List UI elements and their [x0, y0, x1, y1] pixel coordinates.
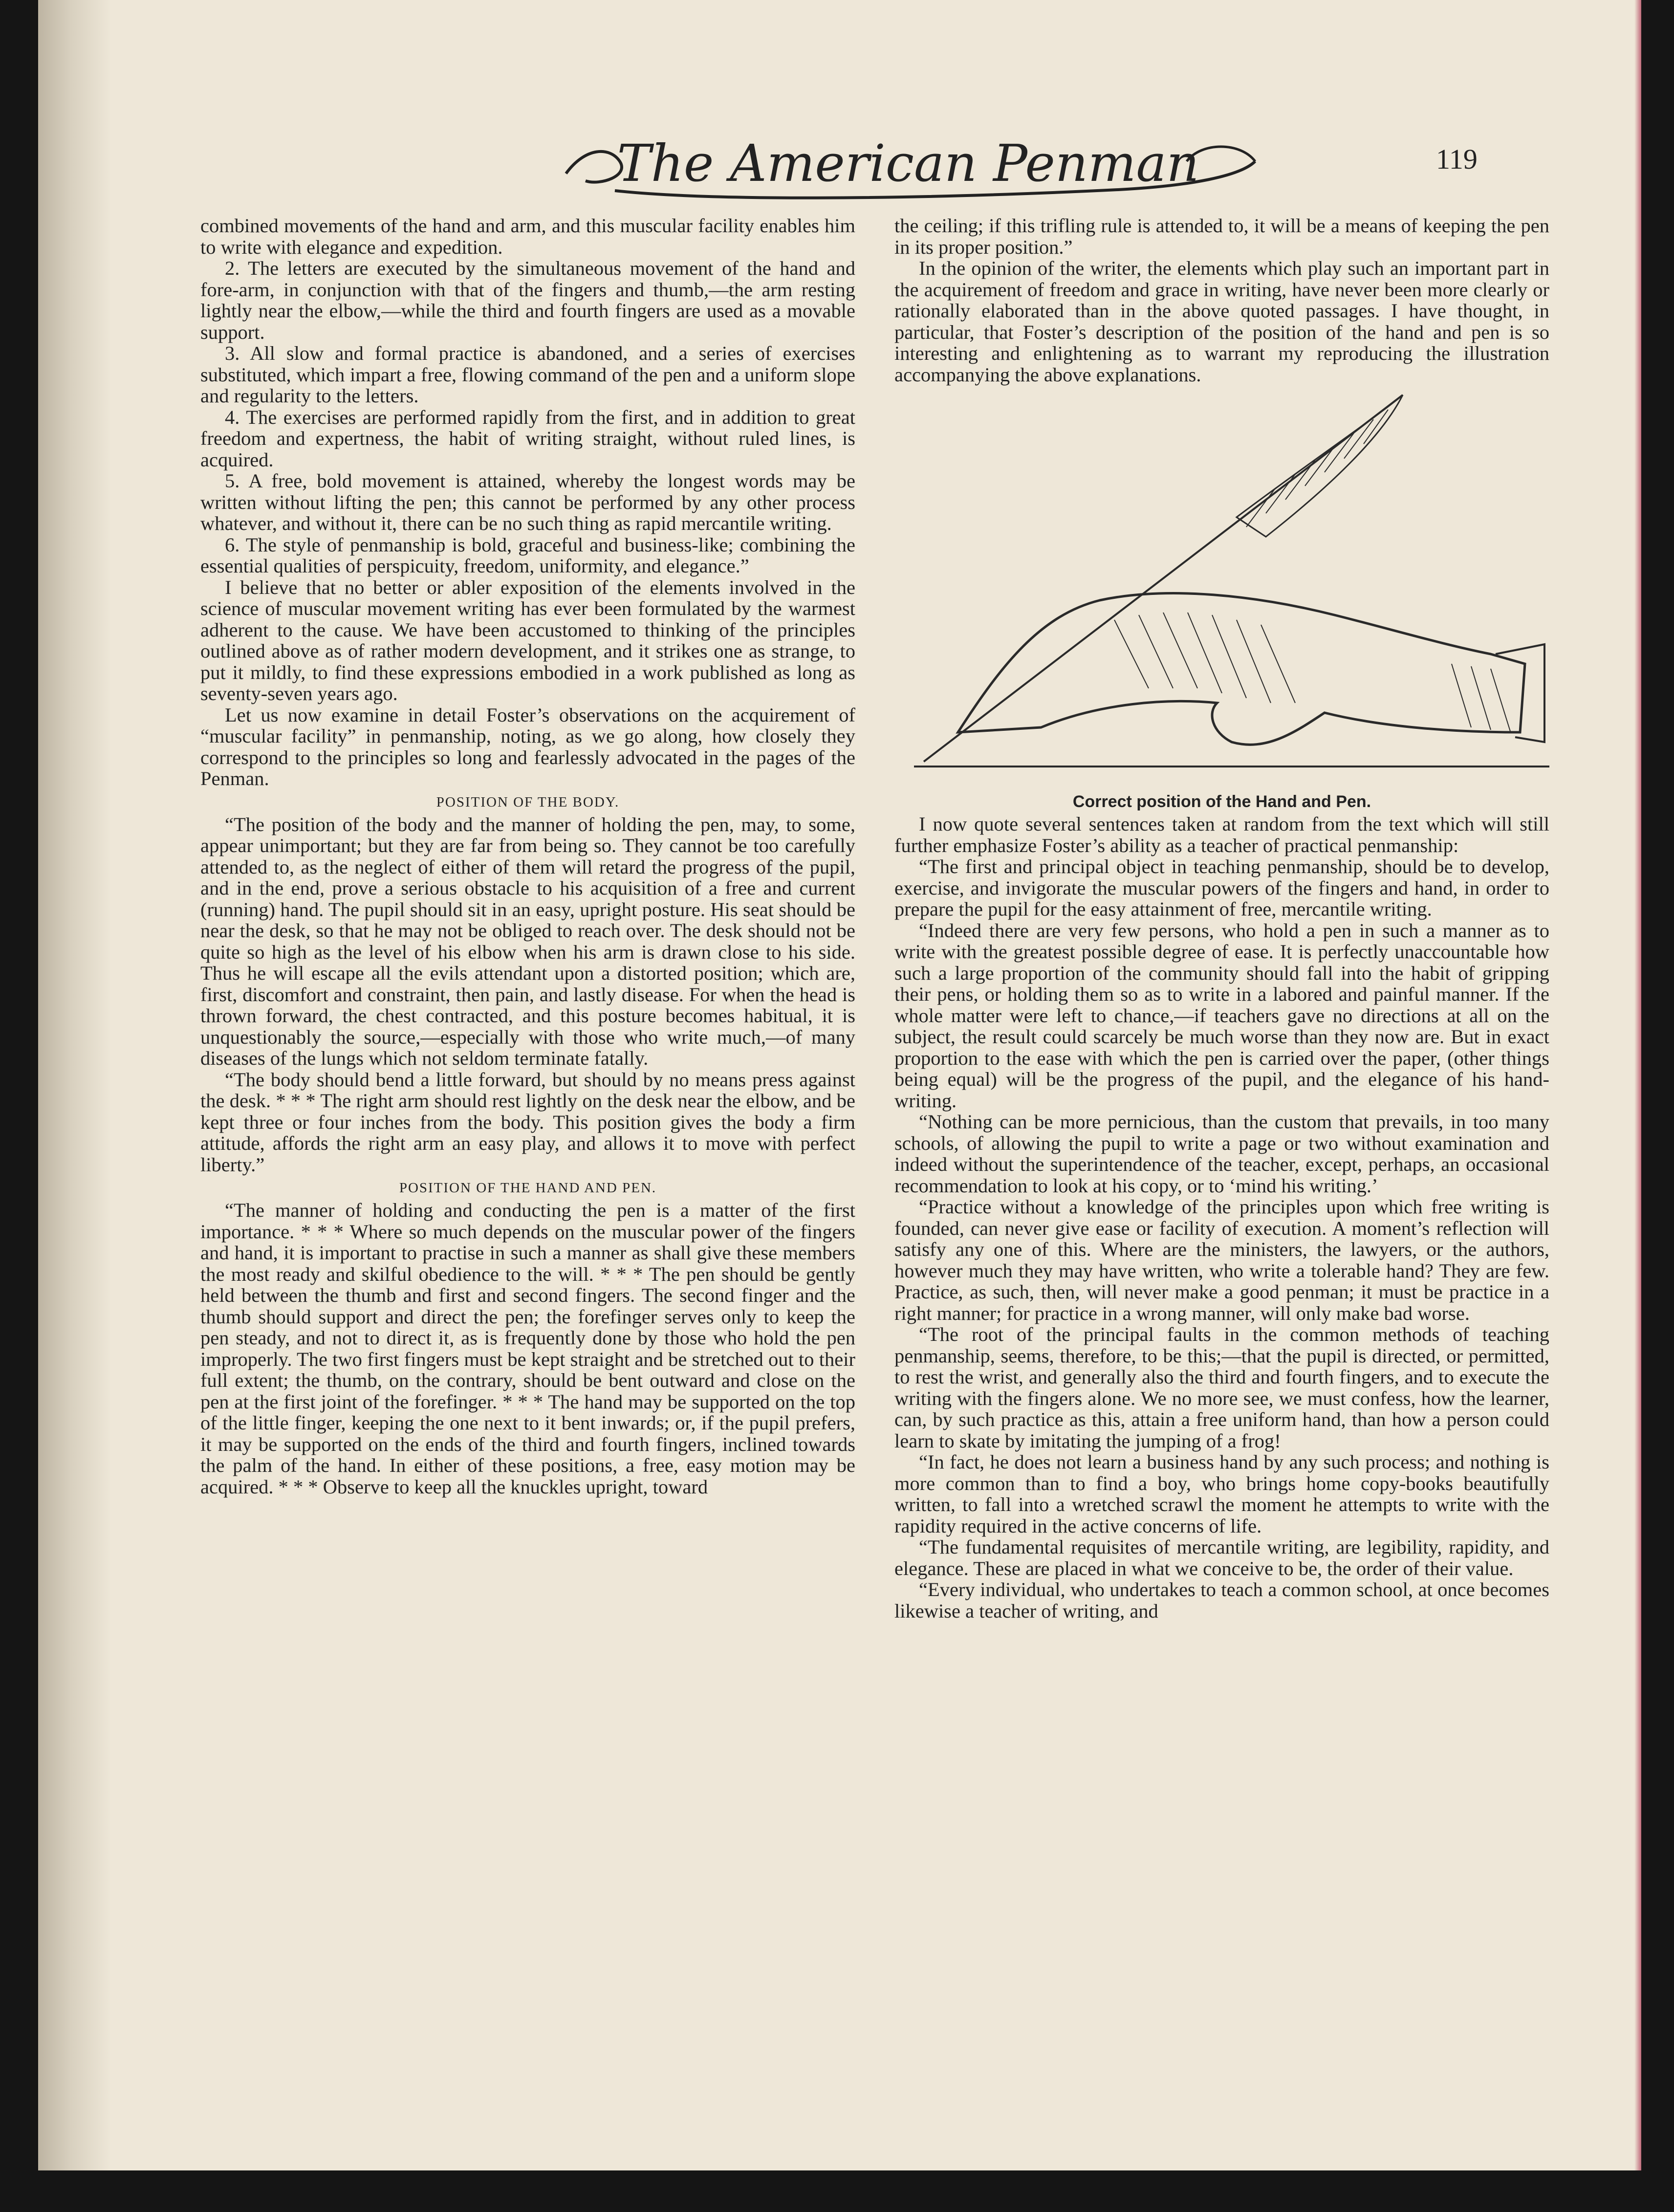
- figure-caption: Correct position of the Hand and Pen.: [1072, 792, 1371, 811]
- paragraph: the ceiling; if this trifling rule is attended to, it will be a means of keeping the pen in its proper position.”: [894, 215, 1549, 258]
- section-heading: POSITION OF THE HAND AND PEN.: [399, 1180, 657, 1196]
- section-heading: POSITION OF THE BODY.: [436, 794, 620, 810]
- paragraph: “The body should bend a little forward, but should by no means press against the desk. * * * The right arm should rest lightly on the desk near the elbow, and be kept three or four inches from the body. This position gives the body a firm attitude, affords the right arm an easy play, and allows it to move with perfect liberty.”: [200, 1068, 855, 1176]
- paragraph: “Nothing can be more pernicious, than the custom that prevails, in too many schools, of allowing the pupil to write a page or two without examination and indeed without the superintendence of the teacher, except, perhaps, an occasional recommendation to look at his copy, or to ‘mind his writing.’: [894, 1111, 1549, 1197]
- hand-pen-drawing: [894, 390, 1549, 781]
- masthead-logo: [556, 127, 1265, 210]
- paragraph: “The manner of holding and conducting the pen is a matter of the first importance. * * * Where so much depends on the muscular power of the fingers and hand, it is important to practise in such a manner as shall give these members the most ready and skilful obedience to the will. * * * The pen should be gently held between the thumb and first and second fingers. The second finger and the thumb should support and direct the pen; the forefinger serves only to keep the pen steady, and not to direct it, as is frequently done by those who hold the pen improperly. The two first fingers must be kept straight and be stretched out to their full extent; the thumb, on the contrary, should be bent outward and close on the pen at the first joint of the forefinger. * * * The hand may be supported on the top of the little finger, keeping the one next to it bent inwards; or, if the pupil prefers, it may be supported on the ends of the third and fourth fingers, inclined towards the palm of the hand. In either of these positions, a free, easy motion may be acquired. * * * Observe to keep all the knuckles upright, toward: [200, 1199, 855, 1498]
- paragraph: 2. The letters are executed by the simultaneous movement of the hand and fore-arm, in conjunction with that of the fingers and thumb,—the arm resting lightly near the elbow,—while the third and fourth fingers are used as a movable support.: [200, 257, 855, 343]
- page-number: 119: [1436, 143, 1478, 175]
- magazine-page: [38, 0, 1641, 2170]
- right-column: [894, 215, 1549, 1621]
- paragraph: “The fundamental requisites of mercantile writing, are legibility, rapidity, and elegance. These are placed in what we conceive to be, the order of their value.: [894, 1536, 1549, 1579]
- paragraph: 5. A free, bold movement is attained, whereby the longest words may be written without lifting the pen; this cannot be performed by any other process whatever, and without it, there can be no such thing as rapid mercantile writing.: [200, 470, 855, 534]
- left-column: [200, 215, 855, 1497]
- paragraph: Let us now examine in detail Foster’s observations on the acquirement of “muscular facility” in penmanship, noting, as we go along, how closely they correspond to the principles so long and fearlessly advocated in the pages of the Penman.: [200, 703, 855, 789]
- paragraph: “Indeed there are very few persons, who hold a pen in such a manner as to write with the greatest possible degree of ease. It is perfectly unaccountable how such a large proportion of the community should fall into the habit of gripping their pens, or holding them so as to write in a labored and painful manner. If the whole matter were left to chance,—if teachers gave no directions at all on the subject, the result could scarcely be much worse than they now are. But in exact proportion to the ease with which the pen is carried over the paper, (other things being equal) will be the progress of the pupil, and the elegance of his hand-writing.: [894, 919, 1549, 1112]
- hand-and-pen-illustration: [894, 390, 1549, 781]
- paragraph: “The root of the principal faults in the common methods of teaching penmanship, seems, therefore, to be this;—that the pupil is directed, or permitted, to rest the wrist, and generally also the third and fourth fingers, and to execute the writing with the fingers alone. We no more see, we must confess, how the learner, can, by such practice as this, attain a free uniform hand, than how a person could learn to skate by imitating the jumping of a frog!: [894, 1323, 1549, 1452]
- paragraph: “In fact, he does not learn a business hand by any such process; and nothing is more common than to find a boy, who brings home copy-books beautifully written, to fall into a wretched scrawl the moment he attempts to write with the rapidity required in the active concerns of life.: [894, 1451, 1549, 1537]
- paragraph: “Practice without a knowledge of the principles upon which free writing is founded, can never give ease or facility of execution. A moment’s reflection will satisfy any one of this. Where are the ministers, the lawyers, or the authors, however much they may have written, who write a tolerable hand? They are few. Practice, as such, then, will never make a good penman; it must be practice in a right manner; for practice in a wrong manner, will only make bad worse.: [894, 1196, 1549, 1324]
- paragraph: I now quote several sentences taken at random from the text which will still further emphasize Foster’s ability as a teacher of practical penmanship:: [894, 813, 1549, 856]
- paragraph: 6. The style of penmanship is bold, graceful and business-like; combining the essential qualities of perspicuity, freedom, uniformity, and elegance.”: [200, 533, 855, 577]
- paragraph: I believe that no better or abler exposition of the elements involved in the science of muscular movement writing has ever been formulated by the warmest adherent to the cause. We have been accustomed to thinking of the principles outlined above as of rather modern development, and it strikes one as strange, to put it mildly, to find these expressions embodied in a work published as long as seventy-seven years ago.: [200, 576, 855, 704]
- page-gutter-shadow: [38, 0, 111, 2170]
- paragraph: “Every individual, who undertakes to teach a common school, at once becomes likewise a teacher of writing, and: [894, 1578, 1549, 1622]
- paragraph: In the opinion of the writer, the elements which play such an important part in the acquirement of freedom and grace in writing, have never been more clearly or rationally elaborated than in the above quoted passages. I have thought, in particular, that Foster’s description of the position of the hand and pen is so interesting and enlightening as to warrant my reproducing the illustration accompanying the above explanations.: [894, 257, 1549, 386]
- page-edge: [1634, 0, 1641, 2170]
- paragraph: 4. The exercises are performed rapidly from the first, and in addition to great freedom and expertness, the habit of writing straight, without ruled lines, is acquired.: [200, 406, 855, 471]
- paragraph: combined movements of the hand and arm, and this muscular facility enables him to write with elegance and expedition.: [200, 215, 855, 258]
- paragraph: “The position of the body and the manner of holding the pen, may, to some, appear unimportant; but they are far from being so. They cannot be too carefully attended to, as the neglect of either of them will retard the progress of the pupil, and in the end, prove a serious obstacle to his acquisition of a free and current (running) hand. The pupil should sit in an easy, upright posture. His seat should be near the desk, so that he may not be obliged to reach over. The desk should not be quite so high as the level of his elbow when his arm is drawn close to his side. Thus he will escape all the evils attendant upon a distorted position; which are, first, discomfort and constraint, then pain, and lastly disease. For when the head is thrown forward, the chest contracted, and this posture becomes habitual, it is unquestionably the source,—especially with those who write much,—of many diseases of the lungs which not seldom terminate fatally.: [200, 813, 855, 1069]
- paragraph: “The first and principal object in teaching penmanship, should be to develop, exercise, and invigorate the muscular powers of the fingers and hand, in order to prepare the pupil for the easy attainment of free, mercantile writing.: [894, 855, 1549, 920]
- paragraph: 3. All slow and formal practice is abandoned, and a series of exercises substituted, which impart a free, flowing command of the pen and a uniform slope and regularity to the letters.: [200, 342, 855, 407]
- masthead-text: The American Penman: [617, 133, 1199, 193]
